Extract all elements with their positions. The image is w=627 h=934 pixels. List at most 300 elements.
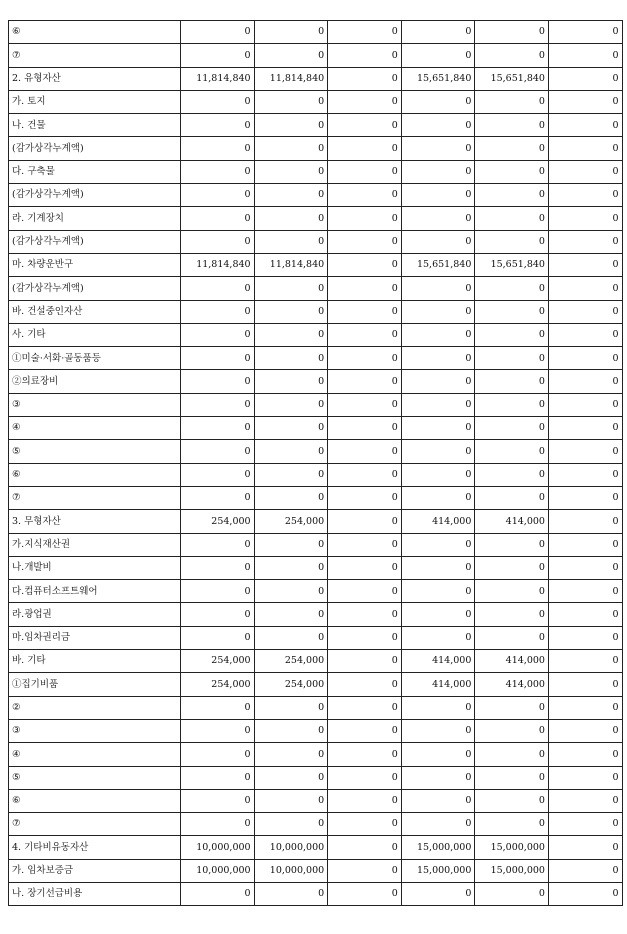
amount-cell: 0 [254,370,328,393]
amount-cell: 0 [548,510,622,533]
amount-cell: 0 [401,463,475,486]
row-label: ② [9,696,181,719]
amount-cell: 0 [328,393,402,416]
amount-cell: 254,000 [181,510,255,533]
amount-cell: 0 [401,882,475,905]
table-row [9,137,623,160]
amount-cell: 0 [328,137,402,160]
row-label: 사. 기타 [9,323,181,346]
row-label: (감가상각누계액) [9,137,181,160]
table-row [9,836,623,859]
table-row [9,510,623,533]
table-row [9,323,623,346]
amount-cell: 0 [548,230,622,253]
amount-cell: 0 [401,21,475,44]
table-row [9,719,623,742]
amount-cell: 0 [254,44,328,67]
row-label: ⑤ [9,766,181,789]
amount-cell: 0 [548,556,622,579]
amount-cell: 0 [328,21,402,44]
table-row [9,673,623,696]
amount-cell: 0 [475,603,549,626]
amount-cell: 0 [181,230,255,253]
amount-cell: 0 [181,533,255,556]
amount-cell: 0 [548,673,622,696]
row-label: 다.컴퓨터소프트웨어 [9,580,181,603]
amount-cell: 0 [475,813,549,836]
table-row [9,603,623,626]
amount-cell: 15,651,840 [475,67,549,90]
row-label: 3. 무형자산 [9,510,181,533]
amount-cell: 0 [475,766,549,789]
amount-cell: 0 [328,347,402,370]
table-row [9,417,623,440]
table-row [9,114,623,137]
amount-cell: 0 [401,207,475,230]
amount-cell: 0 [548,67,622,90]
row-label: 다. 구축물 [9,160,181,183]
amount-cell: 0 [328,323,402,346]
amount-cell: 0 [328,230,402,253]
amount-cell: 0 [181,556,255,579]
amount-cell: 0 [328,626,402,649]
amount-cell: 0 [328,580,402,603]
amount-cell: 0 [401,486,475,509]
amount-cell: 0 [254,277,328,300]
amount-cell: 414,000 [401,673,475,696]
amount-cell: 0 [475,184,549,207]
amount-cell: 0 [548,207,622,230]
amount-cell: 0 [401,626,475,649]
amount-cell: 0 [328,719,402,742]
amount-cell: 0 [254,230,328,253]
amount-cell: 0 [328,882,402,905]
amount-cell: 0 [254,603,328,626]
amount-cell: 0 [401,323,475,346]
table-row [9,370,623,393]
table-row [9,696,623,719]
amount-cell: 0 [254,160,328,183]
amount-cell: 0 [328,207,402,230]
amount-cell: 0 [475,486,549,509]
row-label: ⑥ [9,21,181,44]
amount-cell: 0 [328,160,402,183]
amount-cell: 15,651,840 [475,253,549,276]
table-row [9,393,623,416]
amount-cell: 0 [401,277,475,300]
amount-cell: 10,000,000 [254,859,328,882]
amount-cell: 0 [475,882,549,905]
amount-cell: 0 [401,719,475,742]
row-label: ④ [9,743,181,766]
amount-cell: 0 [328,184,402,207]
table-row [9,230,623,253]
amount-cell: 0 [548,253,622,276]
amount-cell: 0 [254,393,328,416]
amount-cell: 0 [401,580,475,603]
amount-cell: 0 [254,789,328,812]
amount-cell: 0 [548,323,622,346]
amount-cell: 0 [254,882,328,905]
amount-cell: 0 [548,789,622,812]
amount-cell: 0 [328,743,402,766]
amount-cell: 0 [475,370,549,393]
amount-cell: 0 [254,21,328,44]
amount-cell: 0 [328,90,402,113]
row-label: ⑦ [9,44,181,67]
amount-cell: 0 [401,44,475,67]
amount-cell: 0 [254,719,328,742]
amount-cell: 0 [328,417,402,440]
amount-cell: 0 [254,137,328,160]
amount-cell: 0 [475,44,549,67]
amount-cell: 0 [401,813,475,836]
amount-cell: 0 [254,533,328,556]
amount-cell: 0 [254,207,328,230]
amount-cell: 0 [548,486,622,509]
amount-cell: 0 [548,626,622,649]
amount-cell: 0 [254,417,328,440]
amount-cell: 0 [401,393,475,416]
amount-cell: 15,000,000 [475,836,549,859]
amount-cell: 0 [254,323,328,346]
amount-cell: 0 [548,650,622,673]
amount-cell: 0 [254,114,328,137]
table-row [9,253,623,276]
amount-cell: 0 [548,160,622,183]
amount-cell: 414,000 [401,510,475,533]
asset-table [8,20,623,906]
row-label: (감가상각누계액) [9,184,181,207]
row-label: ⑦ [9,813,181,836]
amount-cell: 0 [328,67,402,90]
amount-cell: 0 [181,463,255,486]
amount-cell: 11,814,840 [254,253,328,276]
amount-cell: 0 [475,463,549,486]
amount-cell: 0 [254,743,328,766]
table-row [9,21,623,44]
amount-cell: 0 [328,440,402,463]
amount-cell: 414,000 [475,650,549,673]
amount-cell: 0 [181,184,255,207]
row-label: ①미술·서화·골동품등 [9,347,181,370]
amount-cell: 0 [328,766,402,789]
row-label: 가.지식재산권 [9,533,181,556]
amount-cell: 0 [181,160,255,183]
amount-cell: 0 [328,836,402,859]
amount-cell: 0 [401,300,475,323]
amount-cell: 0 [328,253,402,276]
amount-cell: 0 [328,370,402,393]
amount-cell: 0 [548,277,622,300]
amount-cell: 0 [475,323,549,346]
amount-cell: 0 [548,184,622,207]
row-label: ⑦ [9,486,181,509]
amount-cell: 0 [328,789,402,812]
amount-cell: 0 [181,207,255,230]
table-row [9,813,623,836]
table-row [9,766,623,789]
amount-cell: 0 [548,440,622,463]
amount-cell: 0 [548,859,622,882]
amount-cell: 0 [401,114,475,137]
amount-cell: 0 [548,696,622,719]
amount-cell: 0 [181,347,255,370]
amount-cell: 0 [328,486,402,509]
amount-cell: 254,000 [181,650,255,673]
amount-cell: 0 [254,696,328,719]
amount-cell: 0 [548,580,622,603]
amount-cell: 0 [548,836,622,859]
amount-cell: 0 [181,580,255,603]
amount-cell: 0 [475,417,549,440]
row-label: 나. 장기선급비용 [9,882,181,905]
amount-cell: 0 [548,813,622,836]
amount-cell: 0 [181,789,255,812]
row-label: (감가상각누계액) [9,230,181,253]
amount-cell: 0 [475,160,549,183]
amount-cell: 0 [181,766,255,789]
amount-cell: 0 [548,417,622,440]
amount-cell: 0 [181,137,255,160]
row-label: 바. 건설중인자산 [9,300,181,323]
table-row [9,90,623,113]
amount-cell: 0 [475,90,549,113]
table-row [9,184,623,207]
table-row [9,580,623,603]
row-label: 라. 기계장치 [9,207,181,230]
amount-cell: 0 [475,556,549,579]
amount-cell: 0 [475,21,549,44]
amount-cell: 0 [181,882,255,905]
amount-cell: 0 [548,347,622,370]
amount-cell: 0 [475,719,549,742]
amount-cell: 0 [254,813,328,836]
amount-cell: 0 [254,347,328,370]
amount-cell: 0 [475,626,549,649]
row-label: 마.임차권리금 [9,626,181,649]
amount-cell: 0 [401,603,475,626]
row-label: 가. 임차보증금 [9,859,181,882]
row-label: ⑥ [9,463,181,486]
amount-cell: 0 [401,90,475,113]
amount-cell: 0 [254,440,328,463]
amount-cell: 0 [548,603,622,626]
amount-cell: 0 [401,184,475,207]
amount-cell: 0 [181,743,255,766]
amount-cell: 11,814,840 [181,253,255,276]
amount-cell: 0 [401,370,475,393]
amount-cell: 0 [475,440,549,463]
amount-cell: 0 [328,673,402,696]
amount-cell: 0 [181,417,255,440]
amount-cell: 0 [548,21,622,44]
row-label: ②의료장비 [9,370,181,393]
amount-cell: 0 [548,44,622,67]
amount-cell: 15,000,000 [401,836,475,859]
amount-cell: 0 [328,44,402,67]
row-label: 마. 차량운반구 [9,253,181,276]
amount-cell: 254,000 [254,650,328,673]
asset-table-body [9,21,623,906]
amount-cell: 0 [254,90,328,113]
amount-cell: 0 [401,533,475,556]
table-row [9,626,623,649]
amount-cell: 0 [548,137,622,160]
amount-cell: 0 [254,300,328,323]
amount-cell: 0 [254,580,328,603]
amount-cell: 0 [328,556,402,579]
amount-cell: 0 [181,486,255,509]
row-label: 2. 유형자산 [9,67,181,90]
amount-cell: 0 [328,533,402,556]
row-label: ⑥ [9,789,181,812]
table-row [9,44,623,67]
amount-cell: 414,000 [475,510,549,533]
amount-cell: 414,000 [401,650,475,673]
amount-cell: 0 [475,114,549,137]
amount-cell: 254,000 [181,673,255,696]
amount-cell: 0 [328,650,402,673]
table-row [9,67,623,90]
amount-cell: 0 [181,370,255,393]
amount-cell: 0 [328,300,402,323]
amount-cell: 0 [181,440,255,463]
amount-cell: 0 [181,44,255,67]
amount-cell: 0 [254,626,328,649]
amount-cell: 254,000 [254,510,328,533]
row-label: ①집기비품 [9,673,181,696]
row-label: ③ [9,719,181,742]
amount-cell: 0 [254,184,328,207]
amount-cell: 0 [401,137,475,160]
row-label: 라.광업권 [9,603,181,626]
amount-cell: 0 [548,766,622,789]
table-row [9,160,623,183]
table-row [9,650,623,673]
table-row [9,440,623,463]
amount-cell: 15,000,000 [475,859,549,882]
amount-cell: 15,000,000 [401,859,475,882]
amount-cell: 0 [254,556,328,579]
amount-cell: 0 [401,440,475,463]
amount-cell: 0 [401,230,475,253]
row-label: 4. 기타비유동자산 [9,836,181,859]
amount-cell: 0 [181,300,255,323]
amount-cell: 10,000,000 [181,859,255,882]
amount-cell: 0 [181,696,255,719]
table-row [9,859,623,882]
amount-cell: 11,814,840 [181,67,255,90]
row-label: ⑤ [9,440,181,463]
amount-cell: 0 [475,533,549,556]
row-label: 가. 토지 [9,90,181,113]
table-row [9,277,623,300]
table-row [9,300,623,323]
amount-cell: 0 [475,277,549,300]
amount-cell: 0 [548,393,622,416]
amount-cell: 0 [328,696,402,719]
table-row [9,556,623,579]
amount-cell: 0 [328,603,402,626]
amount-cell: 0 [475,580,549,603]
amount-cell: 0 [548,719,622,742]
amount-cell: 0 [328,510,402,533]
table-row [9,533,623,556]
amount-cell: 0 [548,533,622,556]
amount-cell: 15,651,840 [401,67,475,90]
amount-cell: 0 [181,813,255,836]
amount-cell: 0 [475,347,549,370]
row-label: ④ [9,417,181,440]
table-row [9,347,623,370]
amount-cell: 0 [328,859,402,882]
amount-cell: 0 [401,766,475,789]
amount-cell: 0 [475,789,549,812]
amount-cell: 0 [254,766,328,789]
amount-cell: 0 [548,743,622,766]
amount-cell: 10,000,000 [254,836,328,859]
amount-cell: 0 [181,603,255,626]
amount-cell: 254,000 [254,673,328,696]
amount-cell: 0 [475,696,549,719]
balance-sheet-page [8,20,622,906]
amount-cell: 0 [181,626,255,649]
amount-cell: 0 [475,393,549,416]
amount-cell: 0 [254,486,328,509]
table-row [9,743,623,766]
amount-cell: 0 [401,696,475,719]
amount-cell: 0 [401,160,475,183]
amount-cell: 0 [548,300,622,323]
amount-cell: 0 [328,813,402,836]
row-label: ③ [9,393,181,416]
row-label: (감가상각누계액) [9,277,181,300]
amount-cell: 0 [181,21,255,44]
amount-cell: 0 [475,230,549,253]
table-row [9,207,623,230]
row-label: 바. 기타 [9,650,181,673]
amount-cell: 0 [181,323,255,346]
amount-cell: 0 [254,463,328,486]
amount-cell: 0 [475,300,549,323]
amount-cell: 0 [548,882,622,905]
amount-cell: 0 [475,743,549,766]
amount-cell: 0 [181,277,255,300]
amount-cell: 0 [401,417,475,440]
table-row [9,463,623,486]
amount-cell: 0 [328,463,402,486]
amount-cell: 0 [181,114,255,137]
amount-cell: 0 [181,90,255,113]
amount-cell: 15,651,840 [401,253,475,276]
amount-cell: 0 [548,463,622,486]
amount-cell: 414,000 [475,673,549,696]
amount-cell: 0 [401,789,475,812]
amount-cell: 0 [401,556,475,579]
amount-cell: 0 [548,370,622,393]
amount-cell: 0 [548,114,622,137]
amount-cell: 0 [328,114,402,137]
amount-cell: 0 [181,719,255,742]
amount-cell: 0 [548,90,622,113]
amount-cell: 0 [401,743,475,766]
row-label: 나. 건물 [9,114,181,137]
amount-cell: 10,000,000 [181,836,255,859]
table-row [9,789,623,812]
amount-cell: 0 [475,207,549,230]
table-row [9,486,623,509]
